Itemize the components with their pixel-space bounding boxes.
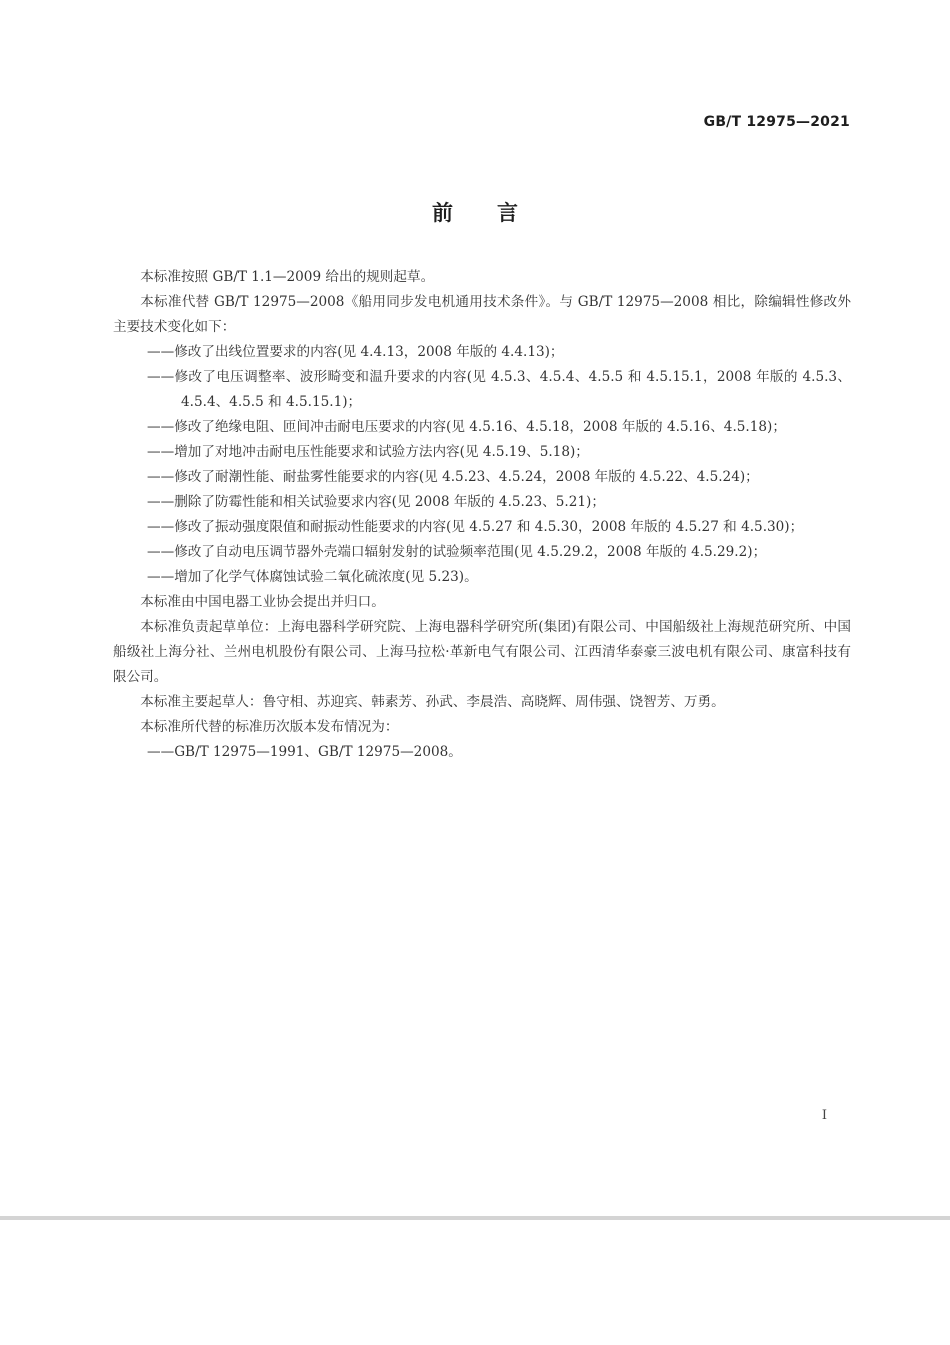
- standard-code: GB/T 12975—2021: [703, 114, 850, 130]
- paragraph-history: 本标准所代替的标准历次版本发布情况为：: [140, 719, 399, 735]
- change-item: ——修改了绝缘电阻、匝间冲击耐电压要求的内容(见 4.5.16、4.5.18，2008 年版的 4.5.16、4.5.18)；: [147, 419, 786, 435]
- change-item: ——删除了防霉性能和相关试验要求内容(见 2008 年版的 4.5.23、5.21)；: [147, 494, 605, 510]
- change-item: ——修改了电压调整率、波形畸变和温升要求的内容(见 4.5.3、4.5.4、4.5.5 和 4.5.15.1，2008 年版的 4.5.3、4.5.4、4.5.5 和 4.5.15.1)；: [147, 369, 851, 410]
- page-number: I: [821, 1108, 827, 1123]
- history-item: ——GB/T 12975—1991、GB/T 12975—2008。: [147, 744, 462, 760]
- foreword-body: [113, 265, 851, 765]
- change-item: ——修改了出线位置要求的内容(见 4.4.13，2008 年版的 4.4.13)；: [147, 344, 564, 360]
- change-item: ——修改了自动电压调节器外壳端口辐射发射的试验频率范围(见 4.5.29.2，2008 年版的 4.5.29.2)；: [147, 544, 767, 560]
- paragraph-proposer: 本标准由中国电器工业协会提出并归口。: [140, 594, 385, 610]
- change-item: ——修改了耐潮性能、耐盐雾性能要求的内容(见 4.5.23、4.5.24，2008 年版的 4.5.22、4.5.24)；: [147, 469, 759, 485]
- change-item: ——修改了振动强度限值和耐振动性能要求的内容(见 4.5.27 和 4.5.30，2008 年版的 4.5.27 和 4.5.30)；: [147, 519, 804, 535]
- paragraph-drafters: 本标准主要起草人：鲁守相、苏迎宾、韩素芳、孙武、李晨浩、高晓辉、周伟强、饶智芳、万勇。: [140, 694, 725, 710]
- paragraph-drafting-rules: 本标准按照 GB/T 1.1—2009 给出的规则起草。: [140, 269, 435, 285]
- paragraph-replacement: 本标准代替 GB/T 12975—2008《船用同步发电机通用技术条件》。与 GB/T 12975—2008 相比，除编辑性修改外主要技术变化如下：: [113, 294, 851, 335]
- change-item: ——增加了对地冲击耐电压性能要求和试验方法内容(见 4.5.19、5.18)；: [147, 444, 589, 460]
- page-margin-area: [0, 1220, 950, 1345]
- change-item: ——增加了化学气体腐蚀试验二氧化硫浓度(见 5.23)。: [147, 569, 478, 585]
- page-title: 前言: [432, 201, 562, 225]
- paragraph-drafting-units: 本标准负责起草单位：上海电器科学研究院、上海电器科学研究所(集团)有限公司、中国船级社上海规范研究所、中国船级社上海分社、兰州电机股份有限公司、上海马拉松·革新电气有限公司、江西清华泰豪三波电机有限公司、康富科技有限公司。: [113, 619, 851, 685]
